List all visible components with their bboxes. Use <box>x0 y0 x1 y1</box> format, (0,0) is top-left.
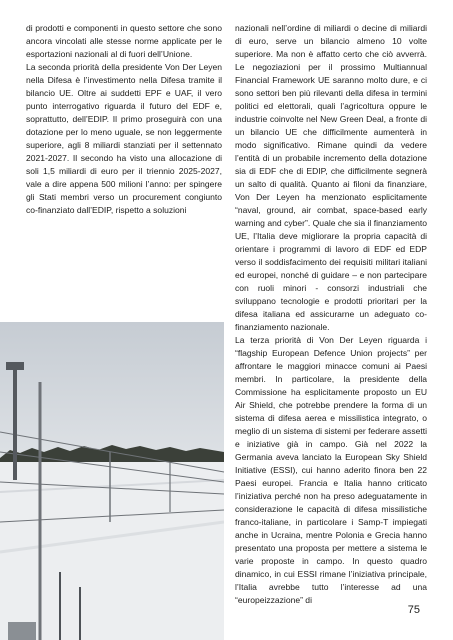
snow-field <box>0 462 224 640</box>
page-number: 75 <box>407 604 420 616</box>
right-column <box>235 22 427 607</box>
border-fence-photo <box>0 322 224 640</box>
left-paragraph-1: di prodotti e componenti in questo settore che sono ancora vincolati alle stesse norme applicate per le esportazioni nazionali al di fuori dell’Unione. <box>26 23 222 59</box>
right-paragraph-2: La terza priorità di Von Der Leyen riguarda i “flagship European Defence Union projects” per affrontare le maggiori minacce comuni ai Paesi membri. In particolare, la presidente della Commissione ha esplicitamente proposto un EU Air Shield, che potrebbe prendere la forma di un sistema di difesa aerea e missilistica integrato, o meglio di un sistema di sistemi per federare assetti e iniziative già in campo. Già nel 2022 la Germania aveva lanciato la European Sky Shield Initiative (ESSI), cui hanno aderito finora ben 22 Paesi europei. Francia e Italia hanno criticato l’iniziativa perché non ha preso adeguatamente in considerazione le capacità di difesa missilistiche franco-italiane, in particolare i Samp-T impiegati anche in Ucraina, mentre Polonia e Grecia hanno presentato una proposta per mettere a sistema le varie proposte in campo. In questo quadro dinamico, in cui ESSI rimane l’iniziativa principale, l’Italia avrebbe tutto l’interesse ad una “europeizzazione” di <box>235 335 427 605</box>
left-paragraph-2: La seconda priorità della presidente Von Der Leyen nella Difesa è l’investimento nella Difesa tramite il bilancio UE. Oltre ai suddetti EPF e UAF, il vero punto interrogativo riguarda il futuro del EDF e, soprattutto, dell’EDIP. Il primo proseguirà con una dotazione per lo meno uguale, se non leggermente superiore, agli 8 miliardi stanziati per il settennato 2021-2027. Il secondo ha visto una allocazione di soli 1,5 miliardi di euro per il triennio 2025-2027, vale a dire appena 500 milioni l’anno: per spingere gli Stati membri verso un procurement congiunto co-finanziato dall’EDIP, rispetto a soluzioni <box>26 62 222 215</box>
right-paragraph-1: nazionali nell’ordine di miliardi o decine di miliardi di euro, serve un bilancio almeno 10 volte superiore. Ma non è affatto certo che ciò avverrà. Le negoziazioni per il prossimo Multiannual Financial Framework UE saranno molto dure, e ci sono settori ben più rilevanti della difesa in termini politici ed elettorali, quali l’agricoltura oppure le industrie coinvolte nel New Green Deal, a fronte di un bilancio UE che difficilmente aumenterà in modo significativo. Rimane quindi da vedere l’entità di un probabile incremento della dotazione sia di EDF che di EDIP, che difficilmente segnerà un salto di qualità. Quanto ai filoni da finanziare, Von Der Leyen ha menzionato esplicitamente “naval, ground, air combat, space-based early warning and cyber”. Quale che sia il finanziamento UE, l’Italia deve migliorare la propria capacità di orientare i programmi di lavoro di EDF ed EDP verso il soddisfacimento dei requisiti militari italiani ed europei, nonché di guidare – e non partecipare con ruoli minori - consorzi industriali che sviluppano tecnologie e prodotti prioritari per la difesa italiana ed assicurarne un adeguato co-finanziamento nazionale. <box>235 23 427 332</box>
left-column <box>26 22 222 217</box>
